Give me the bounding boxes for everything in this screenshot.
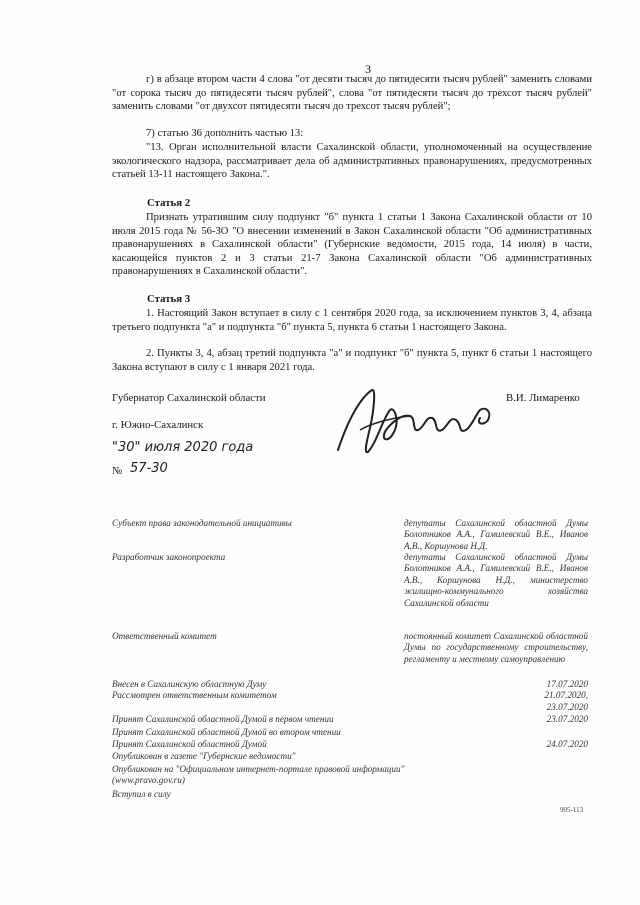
page-number: 3 <box>365 62 371 76</box>
paragraph-part-13: "13. Орган исполнительной власти Сахалинской области, уполномоченный на осуществление экологического надзора, рассматривает дела об административных правонарушениях, предусмотренных статьей 13-11 настоящего Закона.". <box>112 142 592 181</box>
subject-value: депутаты Сахалинской областной Думы Болотников А.А., Гамилевский В.Е., Иванов А.В., Коршунова Н.Д. <box>404 518 588 551</box>
effective-label: Вступил в силу <box>112 789 171 799</box>
article-2-text: Признать утратившим силу подпункт "б" пункта 1 статьи 1 Закона Сахалинской области от 10 июля 2015 года № 56-ЗО "О внесении изменений в Закон Сахалинской области "Об административных правонарушениях в Сахалинской области" (Губернские ведомости, 2015 года, 14 июля) в части, касающейся пунктов 2 и 3 статьи 21-7 Закона Сахалинской области "Об административных правонарушениях в Сахалинской области". <box>112 212 592 278</box>
subject-label: Субъект права законодательной инициативы <box>112 518 292 528</box>
published-portal-label: Опубликован на "Официальном интернет-портале правовой информации" (www.pravo.gov.ru) <box>112 764 405 786</box>
reviewed-date-1: 21.07.2020, <box>544 690 588 700</box>
article-3-paragraph-2: 2. Пункты 3, 4, абзац третий подпункта "а" и подпункт "б" пункта 5, пункт 6 статьи 1 настоящего Закона вступают в силу с 1 января 2021 года. <box>112 348 592 373</box>
developer-label: Разработчик законопроекта <box>112 552 226 562</box>
developer-value: депутаты Сахалинской областной Думы Болотников А.А., Гамилевский В.Е., Иванов А.В., Коршунова Н.Д., министерство жилищно-коммунального хозяйства Сахалинской области <box>404 552 588 608</box>
committee-value: постоянный комитет Сахалинской областной Думы по государственному строительству, регламенту и местному самоуправлению <box>404 631 588 664</box>
second-reading-label: Принят Сахалинской областной Думой во втором чтении <box>112 727 341 737</box>
city: г. Южно-Сахалинск <box>112 419 204 431</box>
reviewed-label: Рассмотрен ответственным комитетом <box>112 690 277 700</box>
handwritten-law-number: 57-30 <box>130 461 168 476</box>
footer-code: 905-113 <box>560 806 584 814</box>
reviewed-date-2: 23.07.2020 <box>546 702 588 712</box>
article-3-paragraph-1: 1. Настоящий Закон вступает в силу с 1 сентября 2020 года, за исключением пунктов 3, 4, абзаца третьего подпункта "а" и подпункта "б" пункта 5, пункта 6 статьи 1 настоящего Закона. <box>112 308 592 333</box>
introduced-date: 17.07.2020 <box>546 679 588 689</box>
committee-label: Ответственный комитет <box>112 631 217 641</box>
paragraph-item-7: 7) статью 36 дополнить частью 13: <box>146 128 304 139</box>
first-reading-date: 23.07.2020 <box>546 714 588 724</box>
signature-scribble <box>330 380 505 465</box>
handwritten-date: "30" июля 2020 года <box>112 440 254 455</box>
adopted-label: Принят Сахалинской областной Думой <box>112 739 267 749</box>
adopted-date: 24.07.2020 <box>546 739 588 749</box>
introduced-label: Внесен в Сахалинскую областную Думу <box>112 679 267 689</box>
governor-name: В.И. Лимаренко <box>506 392 580 404</box>
governor-title: Губернатор Сахалинской области <box>112 392 266 404</box>
paragraph-g: г) в абзаце втором части 4 слова "от десяти тысяч до пятидесяти тысяч рублей" заменить словами "от сорока тысяч до пятидесяти тысяч рублей", слова "от пятидесяти тысяч до трехсот тысяч рублей" заменить словами "от двухсот пятидесяти тысяч до трехсот тысяч рублей"; <box>112 74 592 113</box>
first-reading-label: Принят Сахалинской областной Думой в первом чтении <box>112 714 334 724</box>
article-2-heading: Статья 2 <box>147 197 191 209</box>
article-3-heading: Статья 3 <box>147 293 191 305</box>
law-number-prefix: № <box>112 465 123 477</box>
published-gazette-label: Опубликован в газете "Губернские ведомости" <box>112 751 296 761</box>
